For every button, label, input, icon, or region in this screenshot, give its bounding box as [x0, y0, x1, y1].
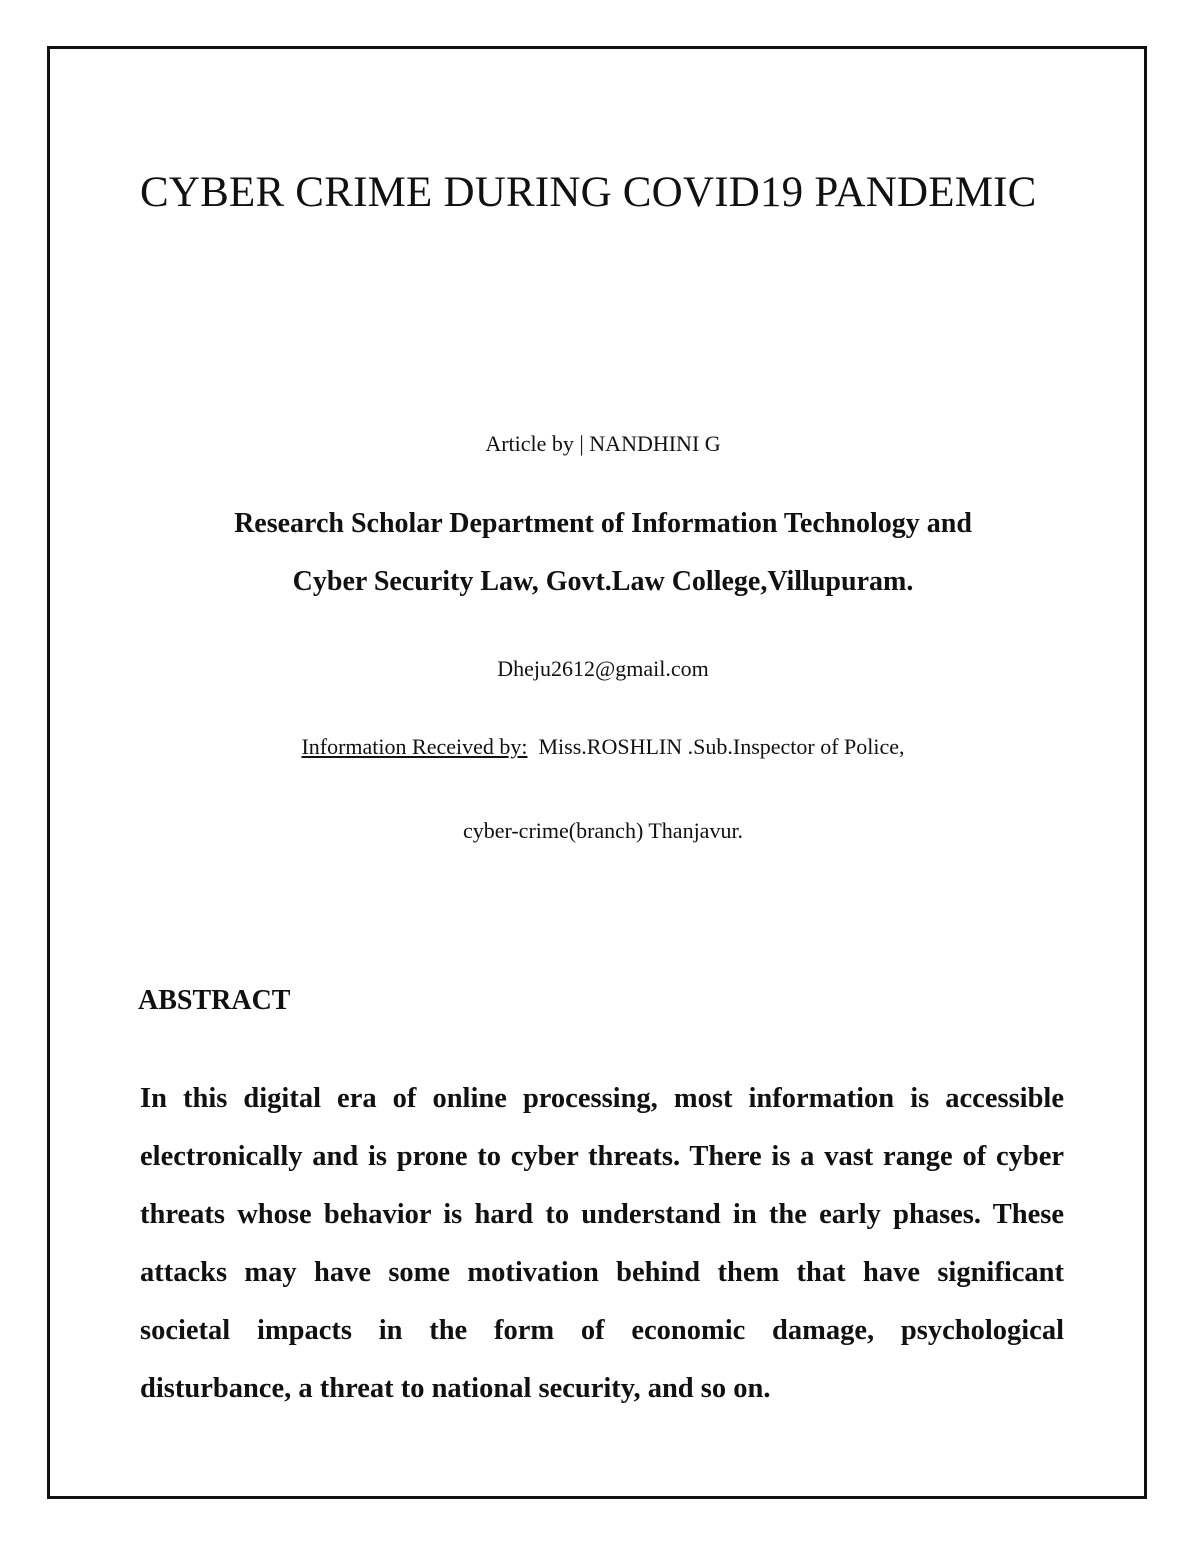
document-title: CYBER CRIME DURING COVID19 PANDEMIC: [140, 169, 1037, 216]
abstract-body: In this digital era of online processing, most information is accessible electronically and is prone to cyber threats. There is a vast range of cyber threats whose behavior is hard to understand in the early phases. These attacks may have some motivation behind them that have significant societal impacts in the form of economic damage, psychological disturbance, a threat to national security, and so on.: [140, 1083, 1064, 1404]
branch-line: cyber-crime(branch) Thanjavur.: [462, 818, 744, 843]
affiliation-line-2: Cyber Security Law, Govt.Law College,Villupuram.: [292, 566, 914, 597]
information-received-text: Miss.ROSHLIN .Sub.Inspector of Police,: [538, 734, 905, 759]
information-received-label: Information Received by:: [301, 734, 528, 759]
affiliation-line-1: Research Scholar Department of Information Technology and: [234, 508, 972, 539]
author-email: Dheju2612@gmail.com: [497, 656, 709, 681]
author-byline: Article by | NANDHINI G: [485, 431, 721, 456]
information-received: [47, 734, 1159, 760]
abstract-heading: ABSTRACT: [138, 985, 291, 1016]
